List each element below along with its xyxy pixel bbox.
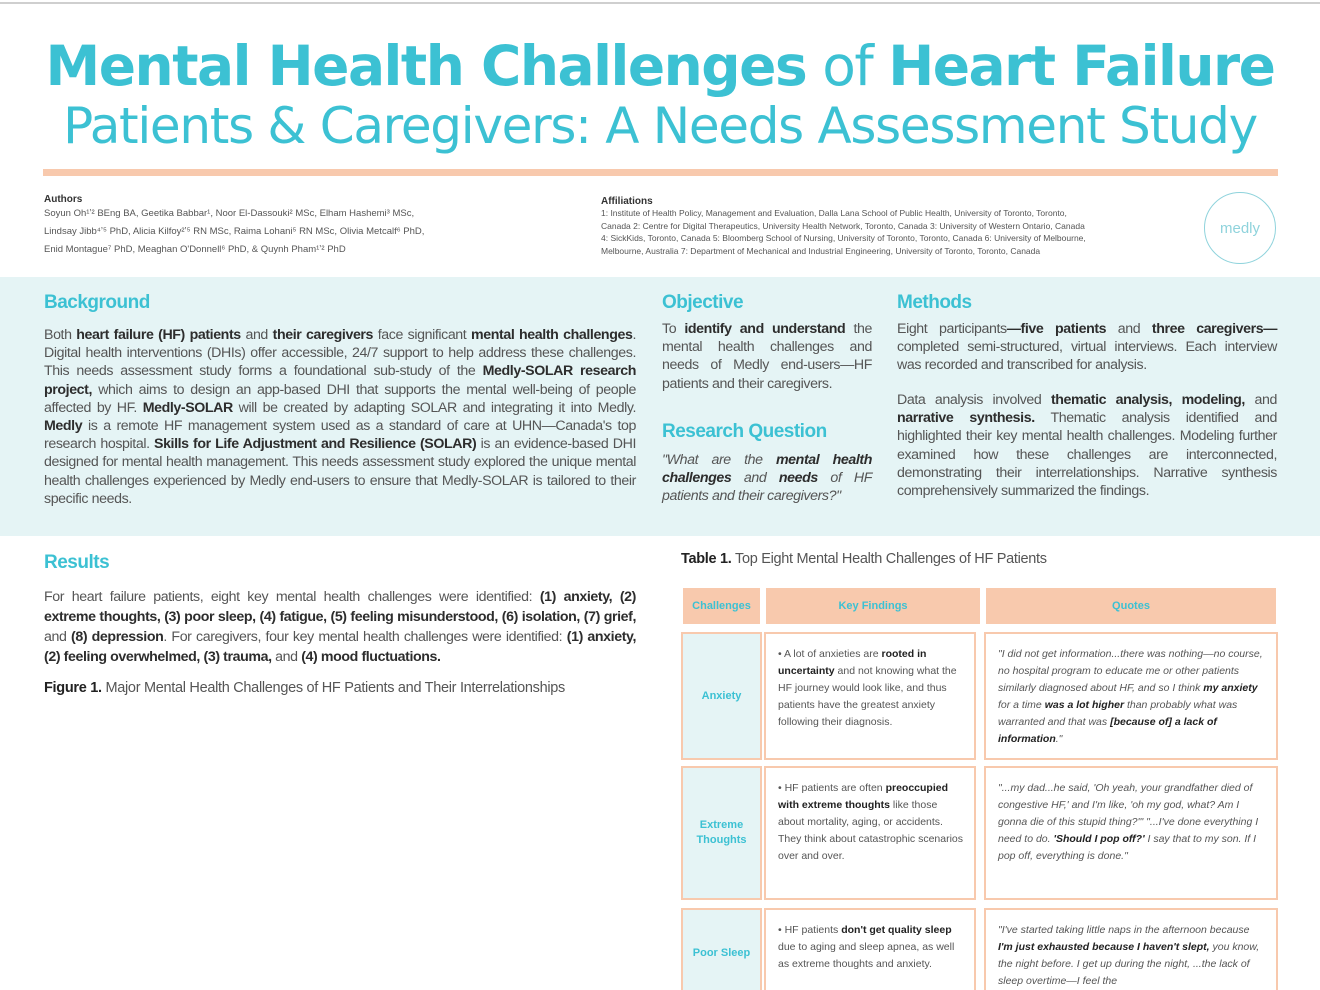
table-cell-findings: • A lot of anxieties are rooted in uncertainty and not knowing what the HF journey would look like, and thus patients have the greatest anxiety following their diagnosis. — [764, 632, 976, 760]
results-heading: Results — [44, 552, 110, 573]
top-border — [0, 2, 1320, 4]
affiliation-line: 4: SickKids, Toronto, Canada 5: Bloomberg School of Nursing, University of Toronto, Toronto, Canada 6: University of Melbourne, — [601, 233, 1086, 243]
affiliations-heading: Affiliations — [601, 196, 653, 207]
poster-title-line1: Mental Health Challenges of Heart Failure — [45, 34, 1275, 98]
authors-heading: Authors — [44, 194, 83, 205]
background-text: Both heart failure (HF) patients and their caregivers face significant mental health challenges. Digital health interventions (DHIs) offer accessible, 24/7 support to help address these challenges. This needs assessment study forms a foundational sub-study of the Medly-SOLAR research project, which aims to design an app-based DHI that supports the mental well-being of people affected by HF. Medly-SOLAR will be created by adapting SOLAR and integrating it into Medly. Medly is a remote HF management system used as a standard of care at UHN—Canada's top research hospital. Skills for Life Adjustment and Resilience (SOLAR) is an evidence-based DHI designed for mental health management. This needs assessment study explored the unique mental health challenges experienced by Medly end-users to ensure that Medly-SOLAR is tailored to their specific needs. — [44, 327, 637, 507]
affiliation-line: Melbourne, Australia 7: Department of Mechanical and Industrial Engineering, University of Toronto, Toronto, Canada — [601, 245, 1041, 256]
objective-text: To identify and understand the mental health challenges and needs of Medly end-users—HF patients and their caregivers. — [662, 321, 872, 392]
affiliation-line: 1: Institute of Health Policy, Management and Evaluation, Dalla Lana School of Public Health, University of Toronto, Toronto, — [601, 208, 1067, 218]
affiliations-block — [601, 196, 1171, 257]
table1-caption: Table 1. Top Eight Mental Health Challenges of HF Patients — [681, 551, 1047, 567]
results-text: For heart failure patients, eight key mental health challenges were identified: (1) anxiety, (2) extreme thoughts, (3) poor sleep, (4) fatigue, (5) feeling misunderstood, (6) isolation, (7) grief, and (8) depression. For caregivers, four key mental health challenges were identified: (1) anxiety, (2) feeling overwhelmed, (3) trauma, and (4) mood fluctuations. — [44, 589, 637, 665]
objective-heading: Objective — [662, 292, 744, 313]
methods-heading: Methods — [897, 292, 972, 313]
table-cell-challenge: Extreme Thoughts — [681, 766, 762, 900]
table-cell-challenge: Poor Sleep — [681, 908, 762, 990]
poster-title-line2: Patients & Caregivers: A Needs Assessment Study — [63, 97, 1257, 155]
table-header-quotes: Quotes — [984, 586, 1278, 626]
authors-line: Soyun Oh¹ʼ² BEng BA, Geetika Babbar¹, Noor El-Dassouki² MSc, Elham Hashemi³ MSc, — [44, 208, 415, 219]
title-divider — [43, 169, 1278, 176]
table-cell-findings: • HF patients don't get quality sleep due to aging and sleep apnea, as well as extreme thoughts and anxiety. — [764, 908, 976, 990]
logo-text: medly — [1219, 219, 1260, 237]
research-question-text: "What are the mental health challenges and needs of HF patients and their caregivers?" — [662, 452, 873, 505]
background-heading: Background — [44, 292, 150, 313]
authors-line: Enid Montague⁷ PhD, Meaghan O'Donnell⁶ PhD, & Quynh Pham¹ʼ² PhD — [44, 244, 346, 255]
authors-line: Lindsay Jibb⁴ʼ⁵ PhD, Alicia Kilfoy²ʼ⁵ RN MSc, Raima Lohani⁵ RN MSc, Olivia Metcalf⁶ PhD, — [44, 226, 425, 237]
table-cell-quote: "...my dad...he said, 'Oh yeah, your grandfather died of congestive HF,' and I'm like, 'oh my god, what? Am I gonna die of this stupid thing?'" "...I've done everything I need to do. 'Should I pop off?' I say that to my son. If I pop off, everything is done." — [984, 766, 1278, 900]
table-cell-quote: "I've started taking little naps in the afternoon because I'm just exhausted because I haven't slept, you know, the night before. I get up during the night, ...the lack of sleep overtime—I feel the — [984, 908, 1278, 990]
methods-text-1: Eight participants—five patients and three caregivers— completed semi-structured, virtual interviews. Each interview was recorded and transcribed for analysis. — [897, 321, 1277, 374]
methods-text-2: Data analysis involved thematic analysis, modeling, and narrative synthesis. Thematic analysis identified and highlighted their key mental health challenges. Modeling further examined how these challenges are interconnected, demonstrating their interrelationships. Narrative synthesis comprehensively summarized the findings. — [897, 392, 1278, 500]
table-header-findings: Key Findings — [764, 586, 982, 626]
table-cell-findings: • HF patients are often preoccupied with extreme thoughts like those about mortality, aging, or accidents. They think about catastrophic scenarios over and over. — [764, 766, 976, 900]
research-question-heading: Research Question — [662, 421, 827, 442]
table-cell-quote: "I did not get information...there was nothing—no course, no hospital program to educate me or other patients similarly diagnosed about HF, and so I think my anxiety for a time was a lot higher than probably what was warranted and that was [because of] a lack of information." — [984, 632, 1278, 760]
table-cell-challenge: Anxiety — [681, 632, 762, 760]
figure1-caption: Figure 1. Major Mental Health Challenges of HF Patients and Their Interrelationships — [44, 680, 565, 696]
medly-logo — [1204, 192, 1276, 264]
affiliation-line: Canada 2: Centre for Digital Therapeutics, University Health Network, Toronto, Canada 3: University of Western Ontario, Canada — [601, 220, 1085, 231]
table-header-challenges: Challenges — [681, 586, 762, 626]
authors-block — [44, 194, 584, 259]
